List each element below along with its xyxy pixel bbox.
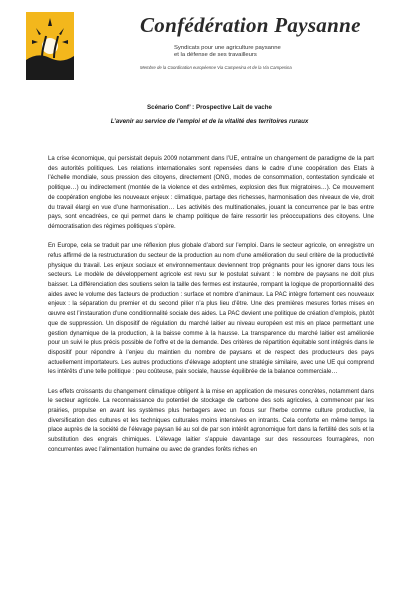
paragraph: La crise économique, qui persistait depuis 2009 notamment dans l’UE, entraîne un changement de paradigme de la part des autorités politiques. Les relations internationales sont repensées dans le cadre d’une coopération des Etats à l’échelle mondiale, sous pression des citoyens, directement (ONG, modes de consommation, contestation syndicale et politique…) ou indirectement (montée de la violence et des extrêmes, explosion des flux migratoires…). Ce mouvement de coopération englobe les nouveaux enjeux : climatique, partage des richesses, harmonisation des niveaux de vie, droit du travail élargi en vue d’une harmonisation… Les activités des multinationales, jouant la concurrence par le bas entre pays, sont encadrées, ce qui permet dans le champ politique de faire ressortir les préoccupations des citoyens. Une démocratisation des régimes politiques s’opère. (48, 156, 374, 230)
subtitle-line-2: et la défense de ses travailleurs (174, 52, 257, 58)
document-subtitle: L’avenir au service de l’emploi et de la vitalité des territoires ruraux (110, 118, 309, 125)
paragraph: En Europe, cela se traduit par une réflexion plus globale d’abord sur l’emploi. Dans le secteur agricole, on enregistre un refus affirmé de la restructuration du secteur de la production au nom d’une amélioration du seul critère de la productivité physique du travail. Les enjeux sociaux et environnementaux deviennent trop prégnants pour les ignorer dans tous les secteurs. Le modèle de développement agricole est revu sur le postulat suivant : le nombre de paysans ne doit plus baisser. La différenciation des soutiens selon la taille des fermes est instaurée, rompant la logique de proportionnalité des aides avec le volume des facteurs de production : surface et nombre d’animaux. La PAC intègre fortement ces nouveaux enjeux : la séparation du premier et du second pilier n’a plus lieu d’être. Une des premières mesures fortes mises en œuvre est l’instauration d’une conditionnalité sociale des aides. La PAC devient une politique de création d’emplois, plutôt que de suppression. Un dispositif de régulation du marché laitier au niveau européen est mis en place permettant une gestion dynamique de la production, à la baisse comme à la hausse. La transparence du marché laitier est améliorée pour un suivi le plus précis possible de l’offre et de la demande. Des critères de répartition équitable sont intégrés dans le dispositif pour répondre à l’enjeu du maintien du nombre de paysans et de respect des producteurs des pays actuellement importateurs. Les autres productions d’élevage adoptent une stratégie similaire, avec une UE qui comprend les intérêts d’une telle politique : peu coûteuse, paix sociale, hausse équilibrée de la balance commerciale… (48, 243, 374, 376)
paragraph: Les effets croissants du changement climatique obligent à la mise en application de mesures concrètes, notamment dans le secteur agricole. La reconnaissance du potentiel de stockage de carbone des sols agricoles, à commencer par les prairies, propulse en avant les systèmes plus herbagers avec un focus sur l’herbe comme culture productive, la diversification des cultures et les techniques culturales moins intensives en intrants. Cela conforte en même temps la place auprès de la société de l’élevage paysan lié au sol de par son intérêt agronomique fort dans la fertilité des sols et la substitution des engrais chimiques. L’élevage laitier s’appuie davantage sur des ressources fourragères, non concurrentes avec l’alimentation humaine ou avec de grandes forêts riches en (48, 388, 374, 453)
brand-header (140, 13, 410, 70)
subtitle-line-1: Syndicats pour une agriculture paysanne (174, 45, 281, 51)
member-line: Membre de la Coordination européenne Via Campesina et de la Via Campesina (140, 65, 292, 70)
document-title: Scénario Conf’ : Prospective Lait de vache (147, 104, 272, 111)
sun-and-wheat-logo (26, 12, 74, 80)
org-name: Confédération Paysanne (140, 13, 361, 37)
document-body (48, 155, 374, 465)
brand-subtitle (174, 45, 324, 59)
